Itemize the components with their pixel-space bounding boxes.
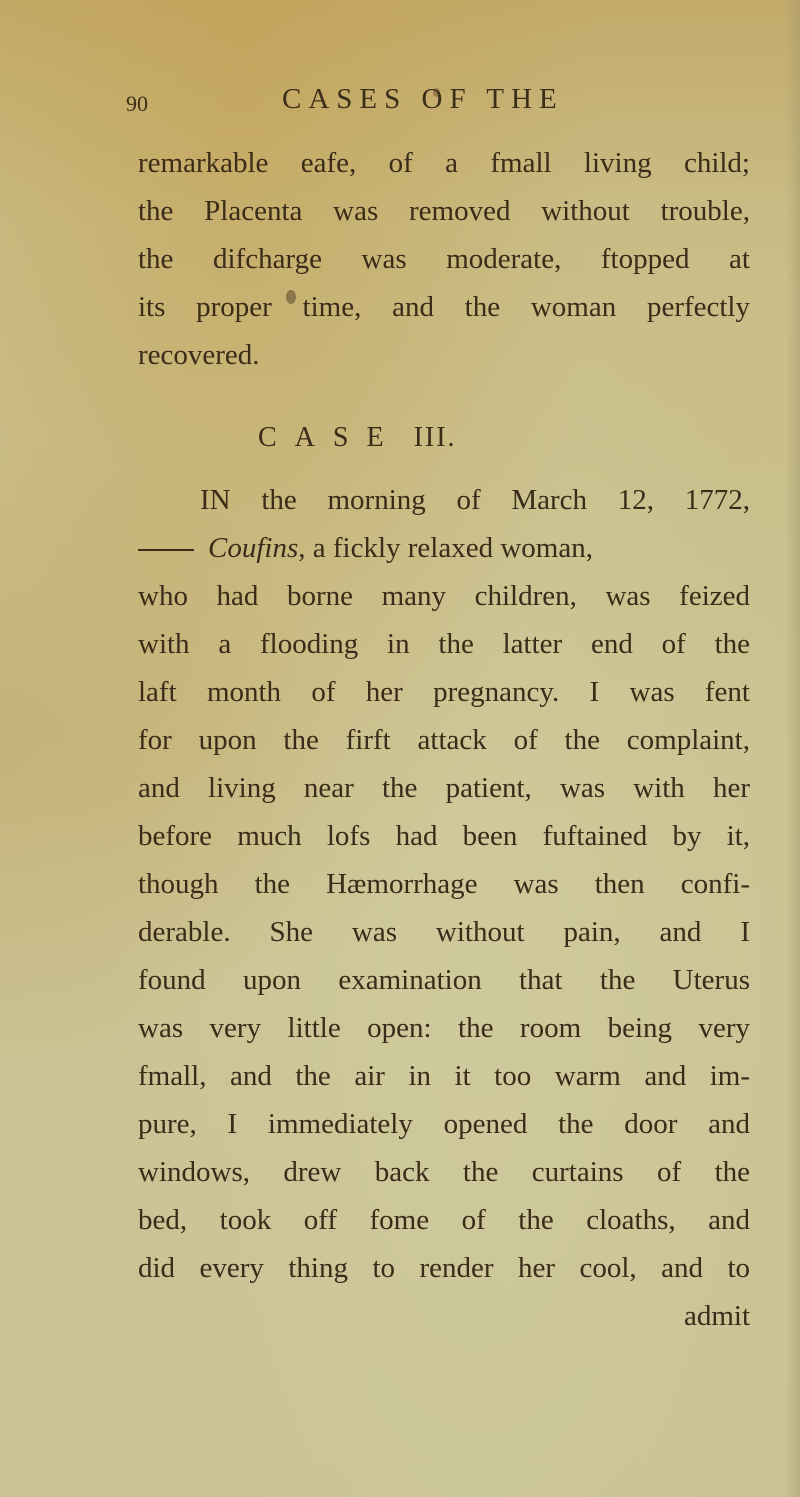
em-dash-rule — [138, 549, 194, 551]
text-line: before much lofs had been fuftained by it, — [138, 820, 750, 852]
text-line: found upon examination that the Uterus — [138, 964, 750, 996]
case-paragraph — [138, 476, 750, 1340]
text-line: recovered. — [138, 339, 260, 371]
text-line: bed, took off fome of the cloaths, and — [138, 1204, 750, 1236]
text-line: remarkable eafe, of a fmall living child; — [138, 147, 750, 179]
opening-line: IN the morning of March 12, 1772, — [200, 484, 750, 516]
text-line: who had borne many children, was feized — [138, 580, 750, 612]
running-head-title: CASES OF THE — [282, 83, 564, 115]
page-number: 90 — [126, 91, 148, 116]
text-line: windows, drew back the curtains of the — [138, 1156, 750, 1188]
continuation-paragraph — [138, 139, 750, 379]
text-line: pure, I immediately opened the door and — [138, 1108, 750, 1140]
case-heading — [258, 422, 457, 454]
text-line: fmall, and the air in it too warm and im- — [138, 1060, 750, 1092]
name-line — [138, 524, 750, 572]
text-line: and living near the patient, was with her — [138, 772, 750, 804]
case-heading-word: CASE — [258, 422, 402, 453]
case-heading-number: III. — [413, 422, 457, 453]
text-line: laft month of her pregnancy. I was fent — [138, 676, 750, 708]
catchword: admit — [683, 1300, 750, 1332]
text-line: derable. She was without pain, and I — [138, 916, 750, 948]
text-line: with a flooding in the latter end of the — [138, 628, 750, 660]
text-line: the Placenta was removed without trouble, — [138, 195, 750, 227]
text-line: did every thing to render her cool, and to — [138, 1252, 750, 1284]
text-line: its proper time, and the woman perfectly — [138, 291, 750, 323]
text-line: the difcharge was moderate, ftopped at — [138, 243, 750, 275]
text-line: though the Hæmorrhage was then confi- — [138, 868, 750, 900]
name-line-rest: , a fickly relaxed woman, — [298, 532, 593, 564]
text-line: was very little open: the room being very — [138, 1012, 750, 1044]
page-edge-shadow — [786, 0, 800, 1497]
running-head — [126, 83, 766, 123]
patient-name: Coufins — [208, 532, 299, 564]
text-line: for upon the firft attack of the complaint, — [138, 724, 750, 756]
